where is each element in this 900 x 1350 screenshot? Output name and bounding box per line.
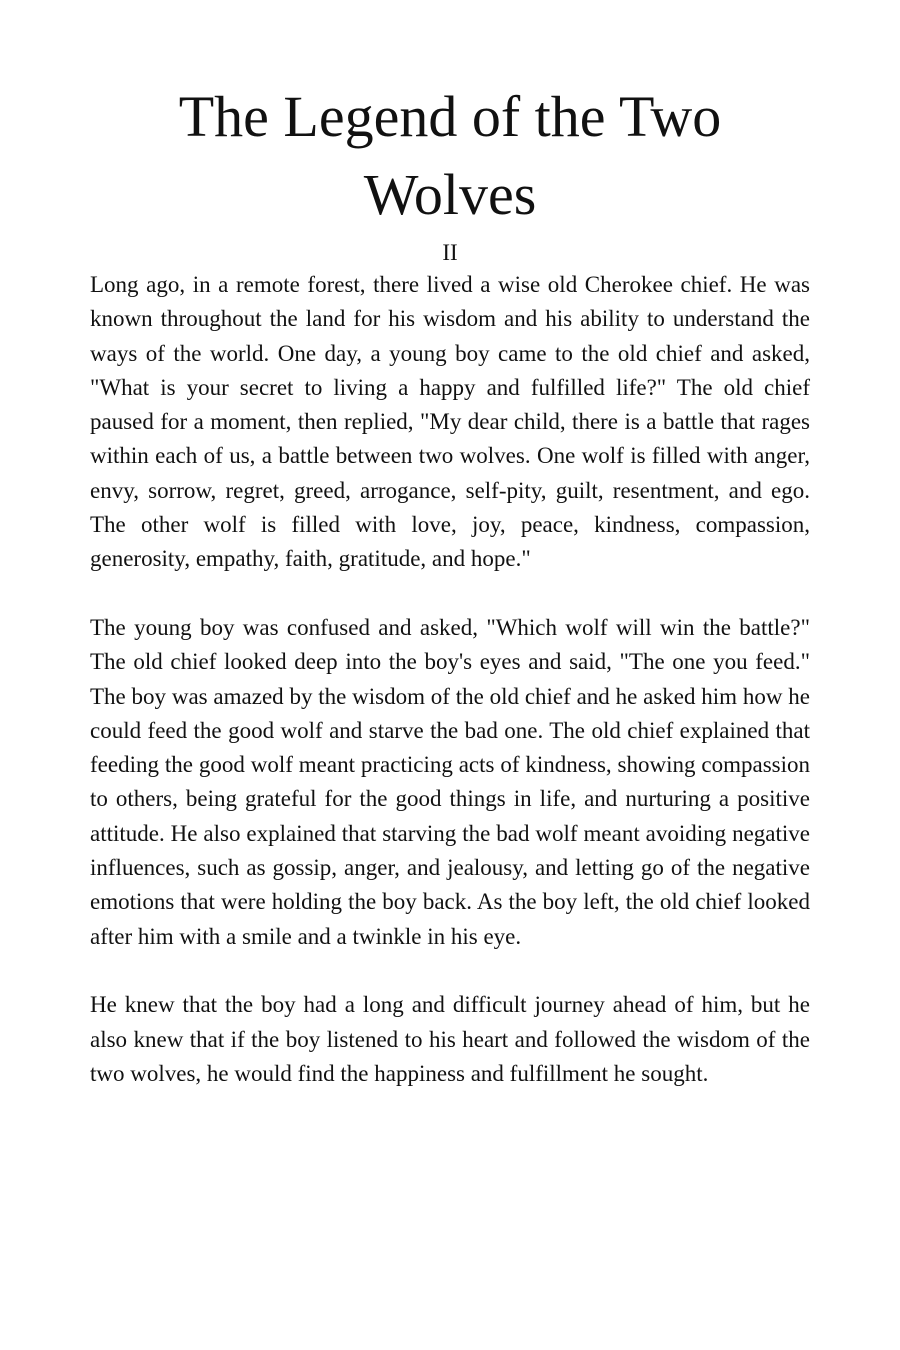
body-paragraph-2: The young boy was confused and asked, "Which wolf will win the battle?" The old chief looked deep into the boy's eyes and said, "The one you feed." The boy was amazed by the wisdom of the old chief and he asked him how he could feed the good wolf and starve the bad one. The old chief explained that feeding the good wolf meant practicing acts of kindness, showing compassion to others, being grateful for the good things in life, and nurturing a positive attitude. He also explained that starving the bad wolf meant avoiding negative influences, such as gossip, anger, and jealousy, and letting go of the negative emotions that were holding the boy back. As the boy left, the old chief looked after him with a smile and a twinkle in his eye.	[90, 614, 810, 949]
chapter-number: II	[442, 240, 458, 265]
document-page	[90, 78, 810, 1091]
body-paragraph-1: Long ago, in a remote forest, there lived a wise old Cherokee chief. He was known throughout the land for his wisdom and his ability to understand the ways of the world. One day, a young boy came to the old chief and asked, "What is your secret to living a happy and fulfilled life?" The old chief paused for a moment, then replied, "My dear child, there is a battle that rages within each of us, a battle between two wolves. One wolf is filled with anger, envy, sorrow, regret, greed, arrogance, self-pity, guilt, resentment, and ego. The other wolf is filled with love, joy, peace, kindness, compassion, generosity, empathy, faith, gratitude, and hope."	[90, 272, 810, 572]
body-paragraph-3: He knew that the boy had a long and difficult journey ahead of him, but he also knew that if the boy listened to his heart and followed the wisdom of the two wolves, he would find the happiness and fulfillment he sought.	[90, 992, 810, 1086]
page-title: The Legend of the Two Wolves	[178, 84, 722, 227]
